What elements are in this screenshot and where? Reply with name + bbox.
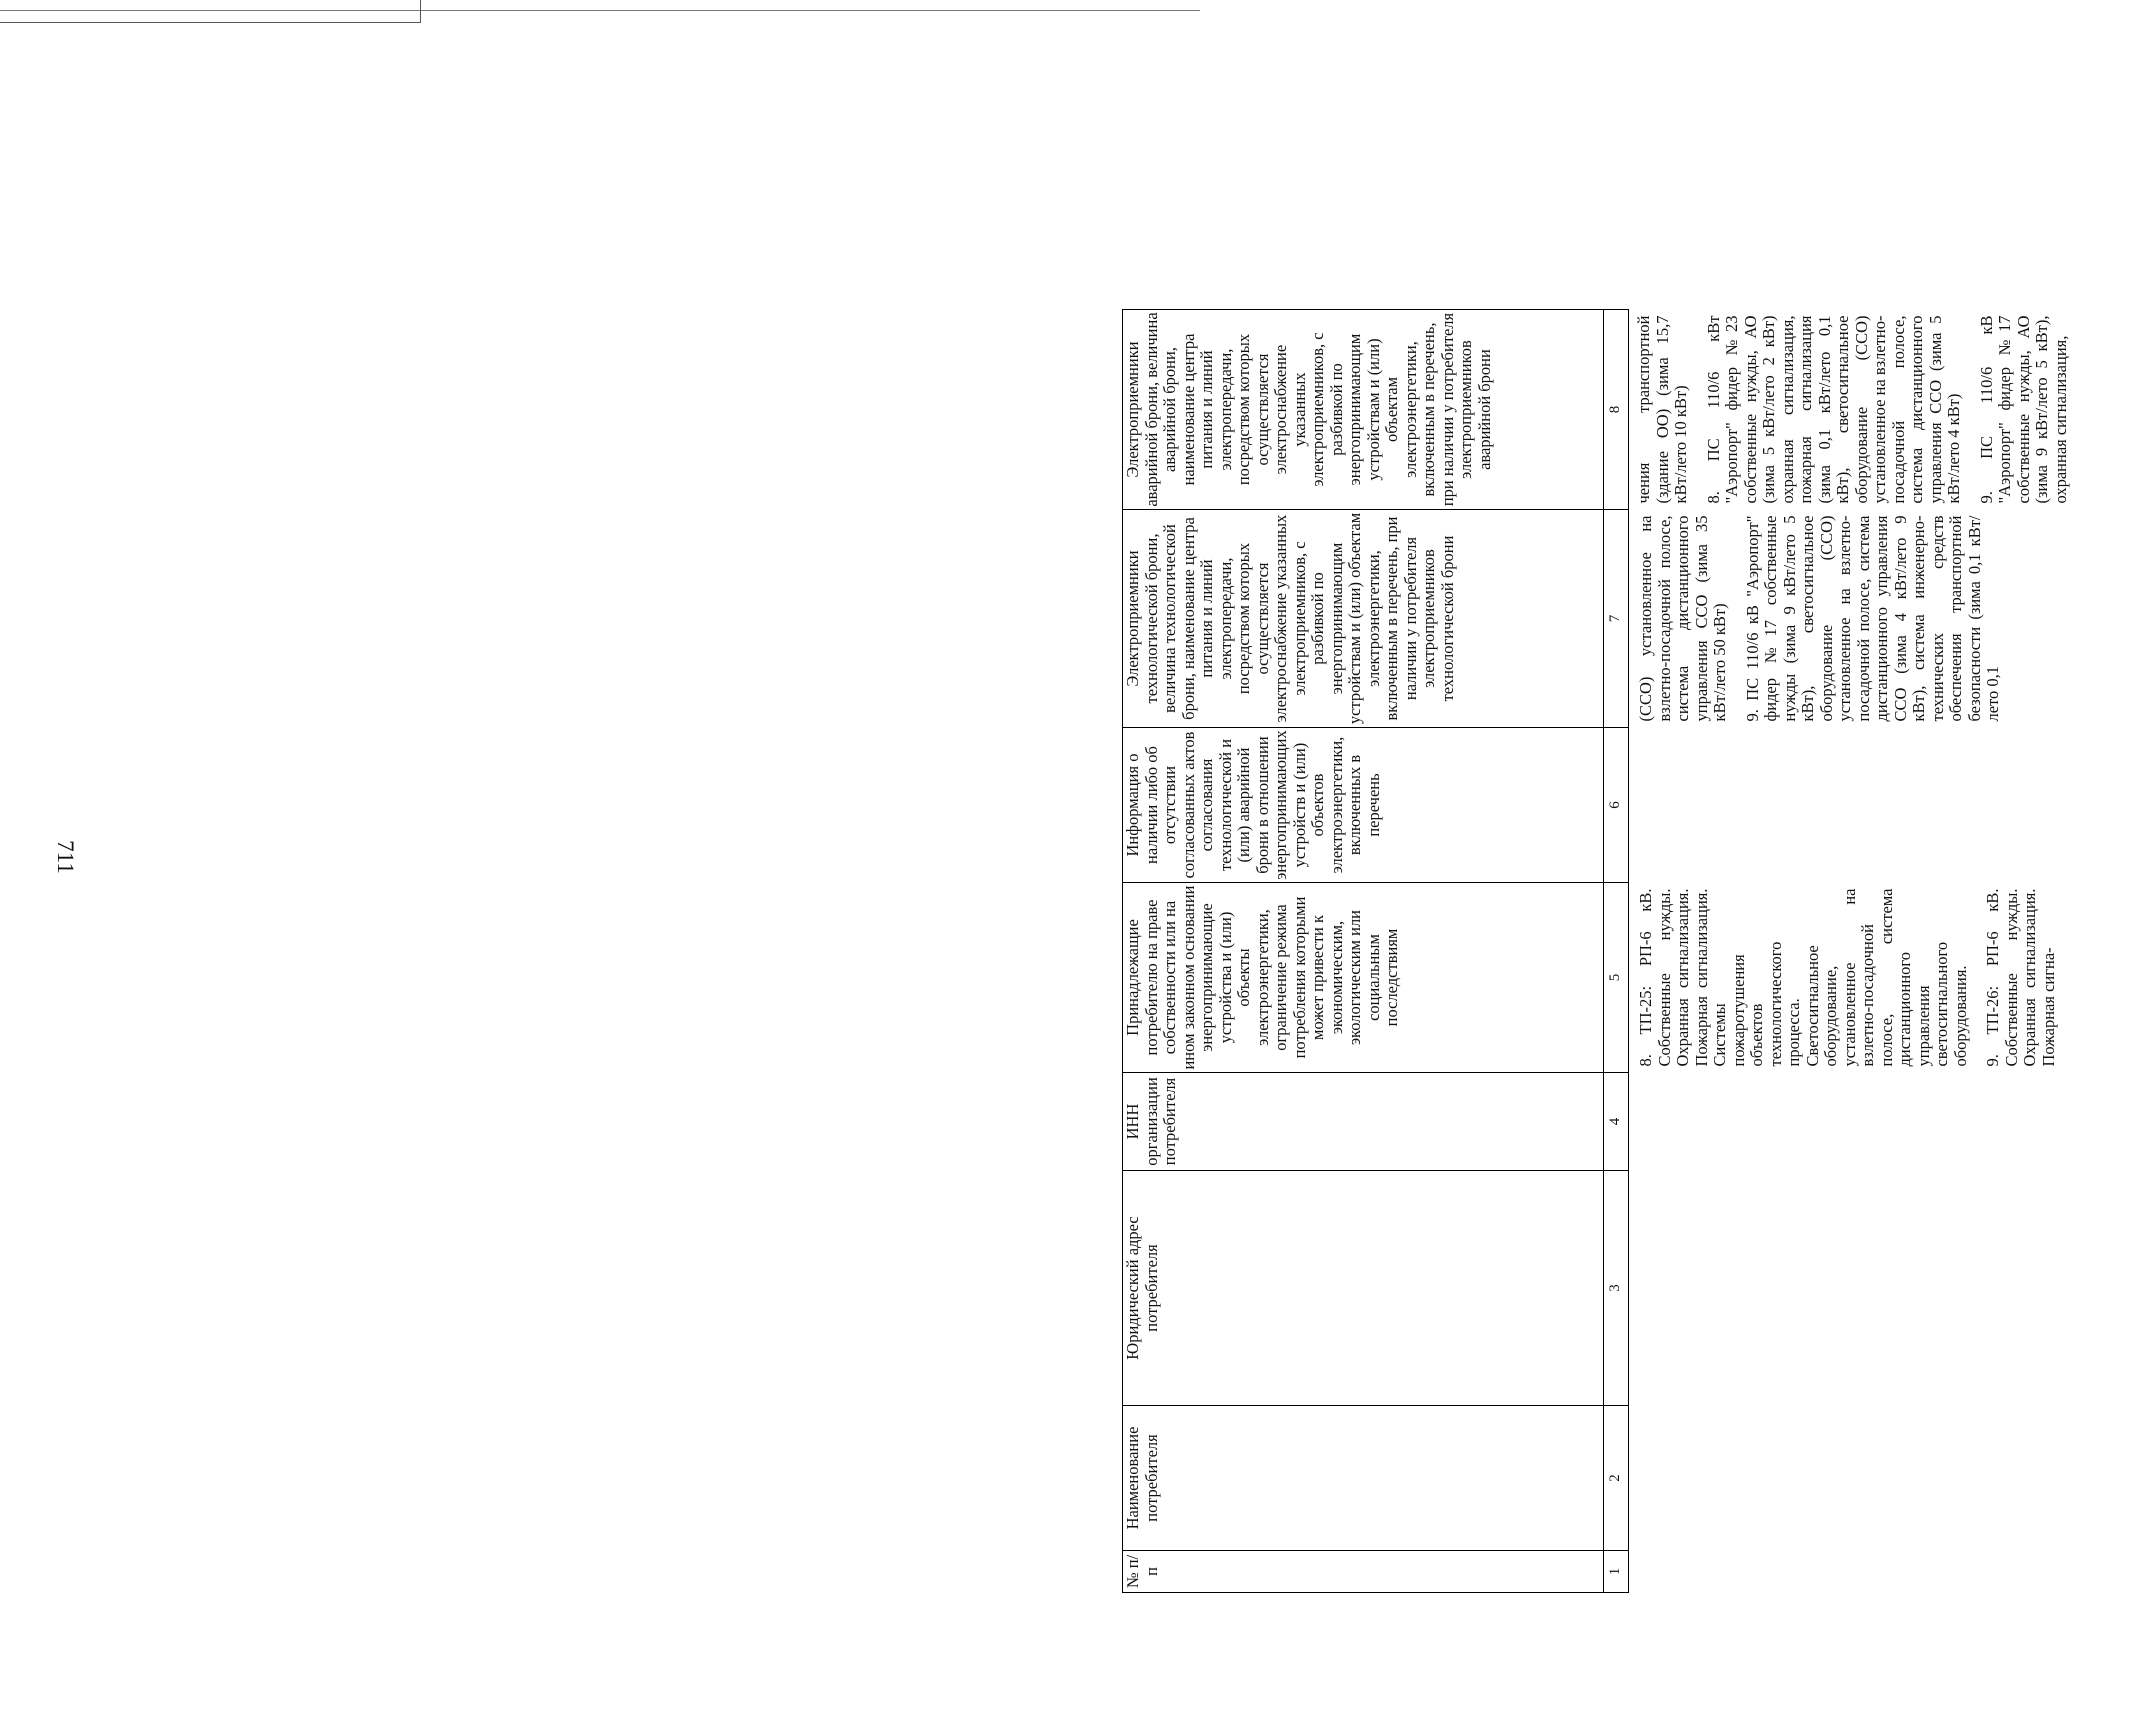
column-number: 5	[1604, 883, 1629, 1073]
header-cell-devices: Принадлежащие потребителю на праве собственности или на ином законном основании энергопринимающие устройства и (или) объекты электроэнергетики, ограничение режима потребления которыми может привести к экономическим, экологическим или социальным последствиям	[1123, 883, 1604, 1073]
cell-name	[1629, 1406, 2085, 1551]
header-cell-number: № п/п	[1123, 1551, 1604, 1593]
cell-address	[1629, 1171, 2085, 1406]
column-number: 1	[1604, 1551, 1629, 1593]
cell-acts	[1629, 728, 2085, 883]
page-number: 711	[53, 840, 78, 874]
header-row	[1123, 53, 1604, 1593]
emergency-reserve-entry: 8. ПС 110/6 кВт "Аэропорт" фидер №23 собственные нужды, АО (зима 5 кВт/лето 2 кВт) охранная сигнализация, пожарная сигнализация (зима 0,1 кВт/лето 0,1 кВт), светосигнальное оборудование (ССО) установленное на взлетно-посадочной полосе, система дистанционного управления ССО (зима 5 кВт/лето 4 кВт)	[1703, 315, 1963, 504]
header-cell-acts: Информация о наличии либо об отсутствии согласованных актов согласования технологической и (или) аварийной брони в отношении энергопринимающих устройств и (или) объектов электроэнергетики, включенных в перечень	[1123, 728, 1604, 883]
tech-reserve-entry: (ССО) установленное на взлетно-посадочной полосе, система дистанционного управления ССО (зима 35 кВт/лето 50 кВт)	[1636, 515, 1729, 722]
cell-emergency-reserve	[1629, 310, 2085, 510]
cell-tech-reserve	[1629, 510, 2085, 728]
header-spacer	[1123, 53, 1604, 310]
column-number: 4	[1604, 1073, 1629, 1171]
emergency-reserve-entry: чения транспортной (здание ОО) (зима 15,7 кВт/лето 10 кВт)	[1634, 315, 1690, 504]
column-number: 2	[1604, 1406, 1629, 1551]
table-row	[1629, 53, 2085, 1593]
body-spacer	[1629, 53, 2085, 310]
header-cell-tech-reserve: Электроприемники технологической брони, величина технологической брони, наименование центра питания и линий электропередачи, посредством которых осуществляется электроснабжение указанных электроприемников, с разбивкой по энергопринимающим устройствам и (или) объектам электроэнергетики, включенным в перечень, при наличии у потребителя электроприемников технологической брони	[1123, 510, 1604, 728]
column-number: 6	[1604, 728, 1629, 883]
header-cell-emergency-reserve: Электроприемники аварийной брони, величина аварийной брони, наименование центра питания и линий электропередачи, посредством которых осуществляется электроснабжение указанных электроприемников, с разбивкой по энергопринимающим устройствам и (или) объектам электроэнергетики, включенным в перечень, при наличии у потребителя электроприемников аварийной брони	[1123, 310, 1604, 510]
tech-reserve-entry: 9. ПС 110/6 кВ "Аэропорт" фидер №17 собственные нужды (зима 9 кВт/лето 5 кВт), светосигнальное оборудование (ССО) установленное на взлетно-посадочной полосе, система дистанционного управления ССО (зима 4 кВт/лето 9 кВт), система инженерно-технических средств обеспечения транспортной безопасности (зима 0,1 кВт/лето 0,1	[1742, 515, 2002, 722]
cell-inn	[1629, 1073, 2085, 1171]
devices-entry: 8. ТП-25: РП-6 кВ. Собственные нужды. Охранная сигнализация. Пожарная сигнализация. Системы пожаротушения объектов технологического процесса. Светосигнальное оборудование, установленное на взлетно-посадочной полосе, система дистанционного управления светосигнального оборудования.	[1636, 888, 1970, 1067]
emergency-reserve-entry: 9. ПС 110/6 кВ "Аэропорт" фидер №17 собственные нужды, АО (зима 9 кВт/лето 5 кВт), охранная сигнализация,	[1976, 315, 2070, 504]
cell-number	[1629, 1551, 2085, 1593]
rotated-page-content	[1122, 53, 2142, 1593]
devices-entry: 9. ТП-26: РП-6 кВ. Собственные нужды. Охранная сигнализация. Пожарная сигна-	[1983, 888, 2058, 1067]
column-number: 8	[1604, 310, 1629, 510]
column-number-spacer	[1604, 53, 1629, 310]
scan-corner-line	[0, 0, 421, 23]
header-cell-name: Наименование потребителя	[1123, 1406, 1604, 1551]
cell-devices	[1629, 883, 2085, 1073]
header-cell-inn: ИНН организации потребителя	[1123, 1073, 1604, 1171]
header-cell-address: Юридический адрес потребителя	[1123, 1171, 1604, 1406]
column-number: 3	[1604, 1171, 1629, 1406]
column-number: 7	[1604, 510, 1629, 728]
column-number-row	[1604, 53, 1629, 1593]
consumer-table	[1122, 52, 2084, 1593]
